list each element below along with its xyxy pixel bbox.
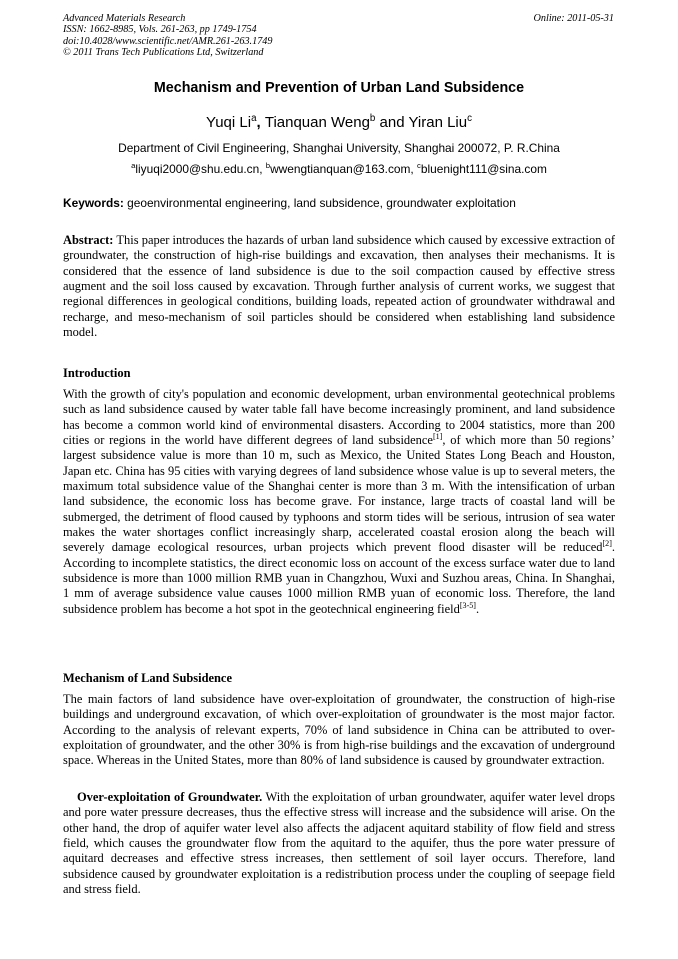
journal-header xyxy=(63,13,272,59)
intro-text: With the growth of city's population and economic development, urban environmental geotechnical problems such as land subsidence caused by water table fall have become increasingly prominent, and land subsidence has become a common world kind of environmental disasters. According to 2004 statistics, more than 200 cities or regions in the world have different degrees of land subsidence xyxy=(63,387,615,448)
citation[interactable]: [3-5] xyxy=(459,600,476,610)
section-heading-mechanism: Mechanism of Land Subsidence xyxy=(63,671,232,685)
author-name: Tianquan Weng xyxy=(264,114,370,131)
author-separator: and xyxy=(375,114,409,131)
issn-line: ISSN: 1662-8985, Vols. 261-263, pp 1749-1754 xyxy=(63,24,257,36)
abstract xyxy=(63,233,615,340)
over-exploitation-paragraph xyxy=(63,790,615,897)
author-mark: c xyxy=(467,113,472,124)
keywords-line xyxy=(63,196,615,210)
author-mark: b xyxy=(369,113,376,124)
citation[interactable]: [2] xyxy=(602,539,612,549)
online-date: Online: 2011-05-31 xyxy=(533,13,614,24)
email-mark: c xyxy=(417,161,421,171)
email-address[interactable]: wwengtianquan@163.com xyxy=(270,162,411,176)
intro-text: . According to incomplete statistics, the direct economic loss on account of the excess surface water due to land subsidence is more than 1000 million RMB yuan in Changzhou, Wuxi and Suzhou areas, China. In Shanghai, 1 mm of average subsidence value causes 1000 million RMB yuan of economic loss. Therefore, the land subsidence problem has become a hot spot in the geotechnical engineering field xyxy=(63,540,615,616)
email-mark: a xyxy=(131,161,136,171)
abstract-text: This paper introduces the hazards of urban land subsidence which caused by excessive extraction of groundwater, the construction of high-rise buildings and excavation, then analyses their mechanisms. It is considered that the essence of land subsidence is due to the soil compaction caused by effective stress augment and the soil loss caused by excavation. Through further analysis of current works, we suggest that regional differences in geological conditions, building loads, repeated action of groundwater withdrawal and recharge, and meso-mechanism of soil particles should be considered when establishing land subsidence model. xyxy=(63,233,615,340)
citation[interactable]: [1] xyxy=(432,431,443,441)
section-heading-introduction: Introduction xyxy=(63,366,131,380)
author-mark: a xyxy=(251,113,257,124)
mechanism-paragraph xyxy=(63,692,615,769)
email-address[interactable]: bluenight111@sina.com xyxy=(420,162,547,176)
email-address[interactable]: liyuqi2000@shu.edu.cn xyxy=(135,162,260,176)
author-name: Yuqi Li xyxy=(206,114,252,131)
abstract-label: Abstract: xyxy=(63,233,114,247)
email-separator: , xyxy=(410,162,418,176)
intro-text: , of which more than 50 regions’ largest subsidence value is more than 10 m, such as Mexico, the United States Long Beach and Houston, Japan etc. China has 95 cities with varying degrees of land subsidence whose value is up to several meters, the maximum total subsidence value of the Shanghai center is more than 3 m. With the intensification of urban land subsidence, the economic loss has become grave. For instance, large tracts of coastal land will be submerged, the detriment of flood caused by typhoons and storm tides will be serious, intrusion of sea water makes the water shortages conflict increasingly sharp, accelerated coastal erosion along the beach will severely damage ecological resources, urban projects which prevent flood disaster will be reduced xyxy=(63,433,615,555)
email-mark: b xyxy=(265,161,271,171)
author-separator: , xyxy=(256,114,265,131)
copyright-line: © 2011 Trans Tech Publications Ltd, Switzerland xyxy=(63,47,264,59)
paper-title: Mechanism and Prevention of Urban Land Subsidence xyxy=(153,80,525,96)
author-list xyxy=(0,114,678,131)
doi-line: doi:10.4028/www.scientific.net/AMR.261-263.1749 xyxy=(63,35,273,47)
keywords-text: geoenvironmental engineering, land subsidence, groundwater exploitation xyxy=(127,196,516,210)
author-name: Yiran Liu xyxy=(408,114,468,131)
keywords-label: Keywords: xyxy=(63,196,124,210)
over-exploitation-text: With the exploitation of urban groundwater, aquifer water level drops and pore water pressure decreases, thus the effective stress will increase and the subsidence will arise. On the other hand, the drop of aquifer water level also affects the adjacent aquitard stability of flow field and stress field, which causes the groundwater flow from the aquitard to the aquifer, thus the pore water pressure of aquitard decreases and effective stress increases, then settlement of soil layer occurs. Therefore, land subsidence caused by groundwater exploitation is a redistribution process under the coupling of seepage field and stress field. xyxy=(63,790,615,897)
mechanism-text: The main factors of land subsidence have over-exploitation of groundwater, the construction of high-rise buildings and underground excavation, of which over-exploitation of groundwater is the most major factor. According to the analysis of relevant experts, 70% of land subsidence in China can be attributed to over-exploitation of groundwater, and the other 30% is from high-rise buildings and the excavation of underground space. Whereas in the United States, more than 80% of land subsidence is caused by groundwater extraction. xyxy=(63,692,615,768)
journal-name: Advanced Materials Research xyxy=(63,13,186,24)
email-list xyxy=(0,162,678,176)
introduction-paragraph xyxy=(63,387,615,617)
subsection-heading-over-exploitation: Over-exploitation of Groundwater. xyxy=(77,790,263,804)
email-separator: , xyxy=(259,162,266,176)
intro-text: . xyxy=(476,601,480,616)
affiliation: Department of Civil Engineering, Shanghai University, Shanghai 200072, P. R.China xyxy=(118,141,560,155)
